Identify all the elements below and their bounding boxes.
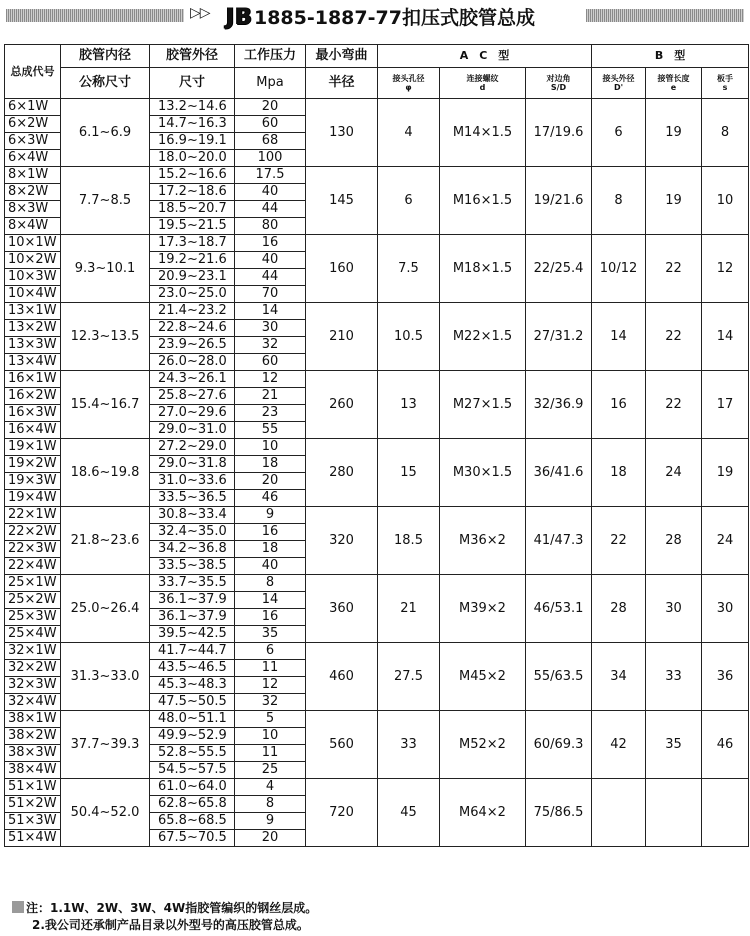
cell-outer-dia: 34.2~36.8: [150, 541, 235, 558]
cell-assembly-code: 13×4W: [5, 354, 61, 371]
cell-pressure: 46: [235, 490, 306, 507]
cell-bend-radius: 160: [306, 235, 378, 303]
cell-assembly-code: 16×3W: [5, 405, 61, 422]
cell-outer-dia: 19.5~21.5: [150, 218, 235, 235]
cell-outer-dia: 36.1~37.9: [150, 592, 235, 609]
cell-pressure: 23: [235, 405, 306, 422]
table-row: [5, 303, 749, 320]
cell-b-wrench: 24: [702, 507, 749, 575]
header-row-1: [5, 45, 749, 68]
header-radius: 半径: [306, 68, 378, 99]
cell-ac-hole: 27.5: [378, 643, 440, 711]
header-b-type: B 型: [592, 45, 749, 68]
cell-b-wrench: 14: [702, 303, 749, 371]
cell-pressure: 35: [235, 626, 306, 643]
cell-pressure: 12: [235, 677, 306, 694]
cell-assembly-code: 32×2W: [5, 660, 61, 677]
cell-b-outer: 18: [592, 439, 646, 507]
double-arrow-icon: ▷▷: [190, 5, 210, 21]
cell-nominal-inner: 25.0~26.4: [61, 575, 150, 643]
table-row: [5, 371, 749, 388]
cell-outer-dia: 18.5~20.7: [150, 201, 235, 218]
cell-b-length: 22: [646, 303, 702, 371]
header-ac-type: A C 型: [378, 45, 592, 68]
cell-pressure: 60: [235, 354, 306, 371]
cell-outer-dia: 43.5~46.5: [150, 660, 235, 677]
cell-pressure: 40: [235, 184, 306, 201]
cell-assembly-code: 32×1W: [5, 643, 61, 660]
cell-ac-thread: M36×2: [440, 507, 526, 575]
cell-bend-radius: 720: [306, 779, 378, 847]
cell-b-outer: 10/12: [592, 235, 646, 303]
cell-assembly-code: 32×4W: [5, 694, 61, 711]
cell-assembly-code: 25×3W: [5, 609, 61, 626]
cell-assembly-code: 19×3W: [5, 473, 61, 490]
cell-bend-radius: 320: [306, 507, 378, 575]
cell-b-length: 35: [646, 711, 702, 779]
cell-ac-hole: 4: [378, 99, 440, 167]
cell-assembly-code: 51×4W: [5, 830, 61, 847]
cell-ac-hole: 6: [378, 167, 440, 235]
cell-ac-hole: 45: [378, 779, 440, 847]
cell-assembly-code: 6×1W: [5, 99, 61, 116]
cell-assembly-code: 16×2W: [5, 388, 61, 405]
table-row: [5, 643, 749, 660]
cell-outer-dia: 30.8~33.4: [150, 507, 235, 524]
cell-assembly-code: 19×4W: [5, 490, 61, 507]
cell-nominal-inner: 21.8~23.6: [61, 507, 150, 575]
cell-b-outer: 6: [592, 99, 646, 167]
cell-b-wrench: 8: [702, 99, 749, 167]
cell-b-length: 19: [646, 99, 702, 167]
cell-ac-hole: 15: [378, 439, 440, 507]
cell-outer-dia: 21.4~23.2: [150, 303, 235, 320]
cell-pressure: 9: [235, 813, 306, 830]
cell-pressure: 18: [235, 541, 306, 558]
header-bar-left: [6, 9, 184, 22]
header-inner-dia: 胶管内径: [61, 45, 150, 68]
cell-assembly-code: 25×4W: [5, 626, 61, 643]
cell-assembly-code: 22×1W: [5, 507, 61, 524]
cell-pressure: 8: [235, 575, 306, 592]
cell-b-outer: 42: [592, 711, 646, 779]
cell-bend-radius: 260: [306, 371, 378, 439]
cell-outer-dia: 18.0~20.0: [150, 150, 235, 167]
hose-spec-table: [4, 44, 749, 847]
cell-ac-corner: 55/63.5: [526, 643, 592, 711]
cell-assembly-code: 13×1W: [5, 303, 61, 320]
cell-pressure: 80: [235, 218, 306, 235]
cell-outer-dia: 45.3~48.3: [150, 677, 235, 694]
cell-ac-corner: 19/21.6: [526, 167, 592, 235]
cell-pressure: 70: [235, 286, 306, 303]
cell-pressure: 60: [235, 116, 306, 133]
cell-outer-dia: 16.9~19.1: [150, 133, 235, 150]
cell-b-length: 33: [646, 643, 702, 711]
cell-bend-radius: 560: [306, 711, 378, 779]
cell-assembly-code: 19×2W: [5, 456, 61, 473]
header-size: 尺寸: [150, 68, 235, 99]
note-marker-icon: [12, 901, 24, 913]
cell-ac-corner: 75/86.5: [526, 779, 592, 847]
cell-outer-dia: 48.0~51.1: [150, 711, 235, 728]
cell-bend-radius: 130: [306, 99, 378, 167]
cell-assembly-code: 8×2W: [5, 184, 61, 201]
cell-ac-corner: 17/19.6: [526, 99, 592, 167]
cell-b-length: 22: [646, 371, 702, 439]
header-ac-corner: 对边角 S/D: [526, 68, 592, 99]
cell-assembly-code: 22×2W: [5, 524, 61, 541]
cell-bend-radius: 360: [306, 575, 378, 643]
note-2: 2.我公司还承制产品目录以外型号的高压胶管总成。: [32, 918, 309, 932]
table-body: [5, 99, 749, 847]
notes: [12, 900, 317, 934]
cell-assembly-code: 6×3W: [5, 133, 61, 150]
cell-assembly-code: 13×2W: [5, 320, 61, 337]
cell-outer-dia: 23.0~25.0: [150, 286, 235, 303]
cell-outer-dia: 31.0~33.6: [150, 473, 235, 490]
cell-ac-thread: M45×2: [440, 643, 526, 711]
cell-nominal-inner: 6.1~6.9: [61, 99, 150, 167]
cell-assembly-code: 32×3W: [5, 677, 61, 694]
cell-outer-dia: 27.0~29.6: [150, 405, 235, 422]
cell-assembly-code: 25×1W: [5, 575, 61, 592]
cell-assembly-code: 13×3W: [5, 337, 61, 354]
cell-pressure: 32: [235, 694, 306, 711]
cell-pressure: 12: [235, 371, 306, 388]
cell-assembly-code: 6×4W: [5, 150, 61, 167]
cell-pressure: 14: [235, 303, 306, 320]
cell-pressure: 100: [235, 150, 306, 167]
header-mpa: Mpa: [235, 68, 306, 99]
cell-ac-thread: M16×1.5: [440, 167, 526, 235]
header-nominal-size: 公称尺寸: [61, 68, 150, 99]
header-pressure: 工作压力: [235, 45, 306, 68]
cell-b-length: 30: [646, 575, 702, 643]
cell-pressure: 18: [235, 456, 306, 473]
cell-outer-dia: 13.2~14.6: [150, 99, 235, 116]
cell-b-length: [646, 779, 702, 847]
cell-ac-corner: 41/47.3: [526, 507, 592, 575]
cell-pressure: 55: [235, 422, 306, 439]
cell-nominal-inner: 37.7~39.3: [61, 711, 150, 779]
cell-ac-thread: M39×2: [440, 575, 526, 643]
cell-outer-dia: 25.8~27.6: [150, 388, 235, 405]
cell-outer-dia: 39.5~42.5: [150, 626, 235, 643]
cell-outer-dia: 32.4~35.0: [150, 524, 235, 541]
cell-ac-thread: M52×2: [440, 711, 526, 779]
cell-b-outer: 14: [592, 303, 646, 371]
table-row: [5, 575, 749, 592]
cell-outer-dia: 61.0~64.0: [150, 779, 235, 796]
cell-assembly-code: 19×1W: [5, 439, 61, 456]
cell-assembly-code: 38×4W: [5, 762, 61, 779]
cell-pressure: 44: [235, 201, 306, 218]
cell-assembly-code: 51×3W: [5, 813, 61, 830]
cell-ac-corner: 32/36.9: [526, 371, 592, 439]
cell-outer-dia: 22.8~24.6: [150, 320, 235, 337]
cell-ac-hole: 18.5: [378, 507, 440, 575]
cell-ac-thread: M30×1.5: [440, 439, 526, 507]
cell-outer-dia: 41.7~44.7: [150, 643, 235, 660]
cell-b-wrench: 10: [702, 167, 749, 235]
cell-ac-thread: M22×1.5: [440, 303, 526, 371]
cell-bend-radius: 145: [306, 167, 378, 235]
cell-assembly-code: 8×3W: [5, 201, 61, 218]
header-ac-thread: 连接螺纹 d: [440, 68, 526, 99]
cell-ac-hole: 21: [378, 575, 440, 643]
header-ac-hole: 接头孔径 φ: [378, 68, 440, 99]
cell-pressure: 40: [235, 252, 306, 269]
cell-assembly-code: 25×2W: [5, 592, 61, 609]
header-bar-right: [586, 9, 744, 22]
header-bend: 最小弯曲: [306, 45, 378, 68]
cell-bend-radius: 210: [306, 303, 378, 371]
page-header: [0, 0, 750, 32]
cell-b-length: 28: [646, 507, 702, 575]
cell-assembly-code: 10×1W: [5, 235, 61, 252]
cell-pressure: 44: [235, 269, 306, 286]
cell-ac-hole: 33: [378, 711, 440, 779]
cell-nominal-inner: 7.7~8.5: [61, 167, 150, 235]
cell-nominal-inner: 15.4~16.7: [61, 371, 150, 439]
cell-ac-thread: M18×1.5: [440, 235, 526, 303]
cell-b-outer: [592, 779, 646, 847]
cell-outer-dia: 54.5~57.5: [150, 762, 235, 779]
cell-b-wrench: [702, 779, 749, 847]
cell-b-wrench: 36: [702, 643, 749, 711]
cell-outer-dia: 20.9~23.1: [150, 269, 235, 286]
cell-ac-corner: 22/25.4: [526, 235, 592, 303]
cell-ac-corner: 36/41.6: [526, 439, 592, 507]
header-assembly-code: 总成代号: [5, 45, 61, 99]
cell-pressure: 16: [235, 524, 306, 541]
cell-outer-dia: 19.2~21.6: [150, 252, 235, 269]
cell-outer-dia: 23.9~26.5: [150, 337, 235, 354]
cell-b-wrench: 12: [702, 235, 749, 303]
cell-b-outer: 34: [592, 643, 646, 711]
cell-pressure: 4: [235, 779, 306, 796]
cell-outer-dia: 67.5~70.5: [150, 830, 235, 847]
cell-nominal-inner: 18.6~19.8: [61, 439, 150, 507]
header-b-outer: 接头外径 D': [592, 68, 646, 99]
cell-assembly-code: 51×2W: [5, 796, 61, 813]
cell-pressure: 9: [235, 507, 306, 524]
cell-outer-dia: 36.1~37.9: [150, 609, 235, 626]
header-outer-dia: 胶管外径: [150, 45, 235, 68]
cell-pressure: 32: [235, 337, 306, 354]
cell-outer-dia: 49.9~52.9: [150, 728, 235, 745]
cell-pressure: 68: [235, 133, 306, 150]
cell-pressure: 16: [235, 235, 306, 252]
cell-outer-dia: 17.3~18.7: [150, 235, 235, 252]
cell-pressure: 20: [235, 99, 306, 116]
cell-assembly-code: 51×1W: [5, 779, 61, 796]
cell-outer-dia: 62.8~65.8: [150, 796, 235, 813]
cell-assembly-code: 6×2W: [5, 116, 61, 133]
cell-ac-thread: M64×2: [440, 779, 526, 847]
cell-ac-corner: 46/53.1: [526, 575, 592, 643]
cell-ac-thread: M14×1.5: [440, 99, 526, 167]
cell-outer-dia: 33.7~35.5: [150, 575, 235, 592]
cell-assembly-code: 38×3W: [5, 745, 61, 762]
cell-outer-dia: 29.0~31.0: [150, 422, 235, 439]
cell-assembly-code: 38×1W: [5, 711, 61, 728]
cell-ac-thread: M27×1.5: [440, 371, 526, 439]
cell-assembly-code: 10×4W: [5, 286, 61, 303]
cell-outer-dia: 52.8~55.5: [150, 745, 235, 762]
cell-b-outer: 28: [592, 575, 646, 643]
page-title: [226, 3, 535, 30]
table-row: [5, 711, 749, 728]
cell-assembly-code: 16×4W: [5, 422, 61, 439]
cell-pressure: 25: [235, 762, 306, 779]
cell-b-outer: 22: [592, 507, 646, 575]
cell-outer-dia: 27.2~29.0: [150, 439, 235, 456]
cell-pressure: 20: [235, 473, 306, 490]
title-text: 1885-1887-77扣压式胶管总成: [253, 7, 535, 29]
cell-outer-dia: 15.2~16.6: [150, 167, 235, 184]
cell-pressure: 20: [235, 830, 306, 847]
cell-outer-dia: 17.2~18.6: [150, 184, 235, 201]
cell-ac-hole: 10.5: [378, 303, 440, 371]
cell-ac-corner: 27/31.2: [526, 303, 592, 371]
table-row: [5, 779, 749, 796]
cell-assembly-code: 10×3W: [5, 269, 61, 286]
table-row: [5, 439, 749, 456]
cell-ac-hole: 7.5: [378, 235, 440, 303]
cell-outer-dia: 47.5~50.5: [150, 694, 235, 711]
cell-pressure: 11: [235, 745, 306, 762]
cell-assembly-code: 22×3W: [5, 541, 61, 558]
cell-pressure: 30: [235, 320, 306, 337]
cell-pressure: 40: [235, 558, 306, 575]
cell-ac-hole: 13: [378, 371, 440, 439]
cell-outer-dia: 26.0~28.0: [150, 354, 235, 371]
cell-pressure: 8: [235, 796, 306, 813]
note-1: 注：1.1W、2W、3W、4W指胶管编织的钢丝层成。: [26, 901, 318, 915]
cell-pressure: 21: [235, 388, 306, 405]
cell-pressure: 11: [235, 660, 306, 677]
cell-outer-dia: 14.7~16.3: [150, 116, 235, 133]
cell-outer-dia: 29.0~31.8: [150, 456, 235, 473]
cell-outer-dia: 65.8~68.5: [150, 813, 235, 830]
title-jb: JB: [226, 5, 253, 30]
cell-b-wrench: 17: [702, 371, 749, 439]
cell-b-length: 19: [646, 167, 702, 235]
cell-nominal-inner: 31.3~33.0: [61, 643, 150, 711]
cell-pressure: 6: [235, 643, 306, 660]
cell-ac-corner: 60/69.3: [526, 711, 592, 779]
cell-outer-dia: 33.5~38.5: [150, 558, 235, 575]
cell-assembly-code: 8×1W: [5, 167, 61, 184]
cell-assembly-code: 8×4W: [5, 218, 61, 235]
cell-b-wrench: 19: [702, 439, 749, 507]
header-row-2: [5, 68, 749, 99]
cell-b-length: 24: [646, 439, 702, 507]
cell-b-outer: 8: [592, 167, 646, 235]
cell-outer-dia: 33.5~36.5: [150, 490, 235, 507]
table-row: [5, 167, 749, 184]
cell-assembly-code: 22×4W: [5, 558, 61, 575]
cell-b-outer: 16: [592, 371, 646, 439]
cell-assembly-code: 10×2W: [5, 252, 61, 269]
cell-b-wrench: 30: [702, 575, 749, 643]
table-row: [5, 507, 749, 524]
table-row: [5, 235, 749, 252]
cell-pressure: 14: [235, 592, 306, 609]
cell-bend-radius: 280: [306, 439, 378, 507]
cell-b-wrench: 46: [702, 711, 749, 779]
cell-nominal-inner: 9.3~10.1: [61, 235, 150, 303]
cell-nominal-inner: 50.4~52.0: [61, 779, 150, 847]
header-b-length: 接管长度 e: [646, 68, 702, 99]
cell-bend-radius: 460: [306, 643, 378, 711]
cell-assembly-code: 38×2W: [5, 728, 61, 745]
cell-assembly-code: 16×1W: [5, 371, 61, 388]
cell-pressure: 10: [235, 728, 306, 745]
cell-b-length: 22: [646, 235, 702, 303]
cell-pressure: 17.5: [235, 167, 306, 184]
cell-pressure: 5: [235, 711, 306, 728]
table-row: [5, 99, 749, 116]
header-b-wrench: 板手 s: [702, 68, 749, 99]
cell-pressure: 10: [235, 439, 306, 456]
cell-nominal-inner: 12.3~13.5: [61, 303, 150, 371]
cell-pressure: 16: [235, 609, 306, 626]
cell-outer-dia: 24.3~26.1: [150, 371, 235, 388]
